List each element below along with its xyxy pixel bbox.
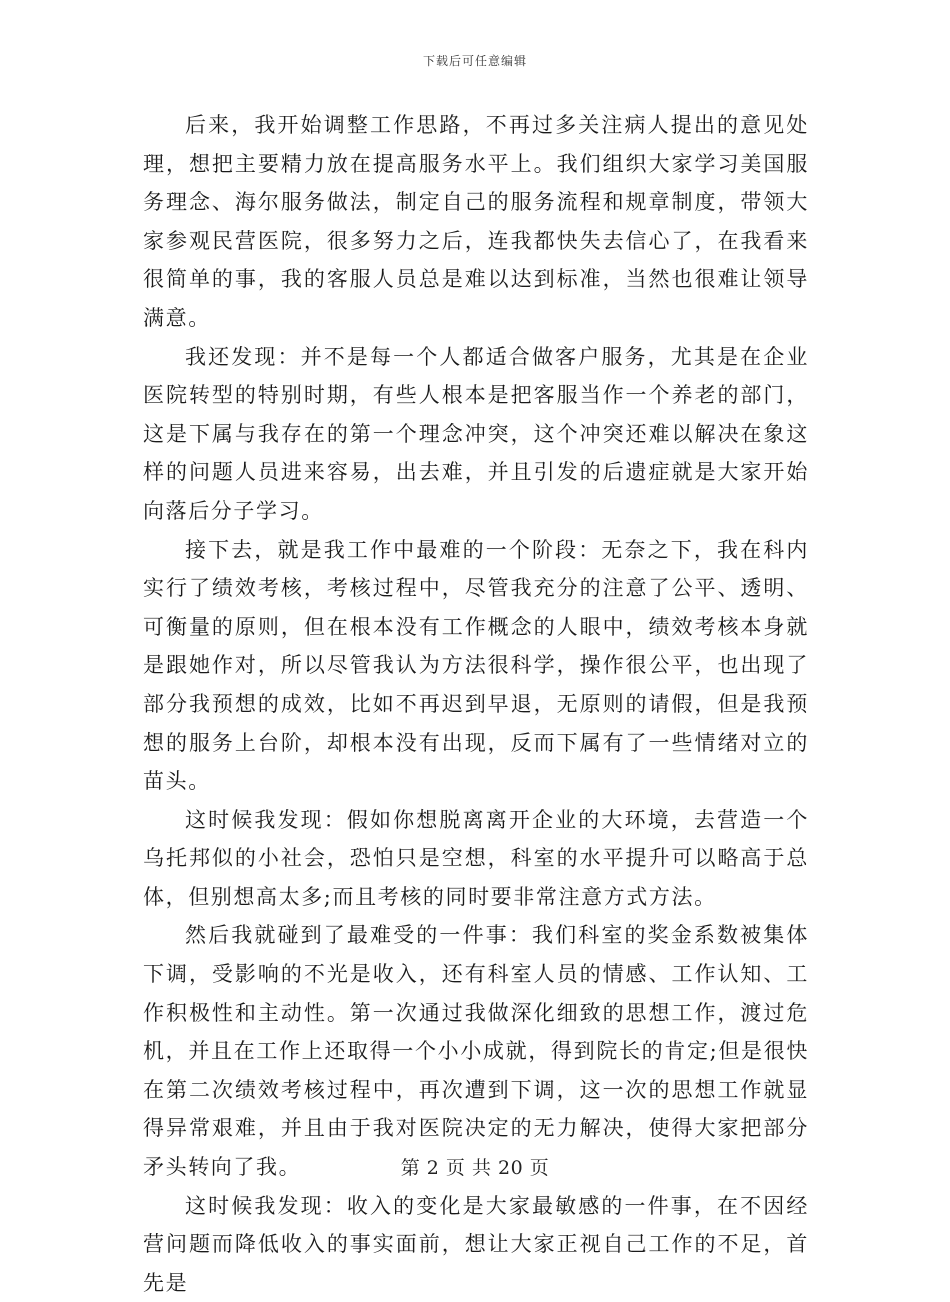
document-body (143, 106, 809, 1302)
page-header: 下载后可任意编辑 (422, 54, 527, 68)
paragraph: 这时候我发现：收入的变化是大家最敏感的一件事，在不因经营问题而降低收入的事实面前，想让大家正视自己工作的不足，首先是 (143, 1193, 809, 1295)
paragraph: 这时候我发现：假如你想脱离离开企业的大环境，去营造一个乌托邦似的小社会，恐怕只是空想，科室的水平提升可以略高于总体，但别想高太多;而且考核的同时要非常注意方式方法。 (143, 807, 809, 909)
paragraph: 我还发现：并不是每一个人都适合做客户服务，尤其是在企业医院转型的特别时期，有些人根本是把客服当作一个养老的部门，这是下属与我存在的第一个理念冲突，这个冲突还难以解决在象这样的问题人员进来容易，出去难，并且引发的后遗症就是大家开始向落后分子学习。 (143, 344, 809, 523)
paragraph: 后来，我开始调整工作思路，不再过多关注病人提出的意见处理，想把主要精力放在提高服务水平上。我们组织大家学习美国服务理念、海尔服务做法，制定自己的服务流程和规章制度，带领大家参观民营医院，很多努力之后，连我都快失去信心了，在我看来很简单的事，我的客服人员总是难以达到标准，当然也很难让领导满意。 (143, 113, 809, 330)
paragraph: 然后我就碰到了最难受的一件事：我们科室的奖金系数被集体下调，受影响的不光是收入，还有科室人员的情感、工作认知、工作积极性和主动性。第一次通过我做深化细致的思想工作，渡过危机，并且在工作上还取得一个小小成就，得到院长的肯定;但是很快在第二次绩效考核过程中，再次遭到下调，这一次的思想工作就显得异常艰难，并且由于我对医院决定的无力解决，使得大家把部分矛头转向了我。 (143, 923, 809, 1180)
paragraph: 接下去，就是我工作中最难的一个阶段：无奈之下，我在科内实行了绩效考核，考核过程中，尽管我充分的注意了公平、透明、可衡量的原则，但在根本没有工作概念的人眼中，绩效考核本身就是跟她作对，所以尽管我认为方法很科学，操作很公平，也出现了部分我预想的成效，比如不再迟到早退，无原则的请假，但是我预想的服务上台阶，却根本没有出现，反而下属有了一些情绪对立的苗头。 (143, 537, 809, 794)
page-number-footer: 第 2 页 共 20 页 (400, 1157, 550, 1179)
